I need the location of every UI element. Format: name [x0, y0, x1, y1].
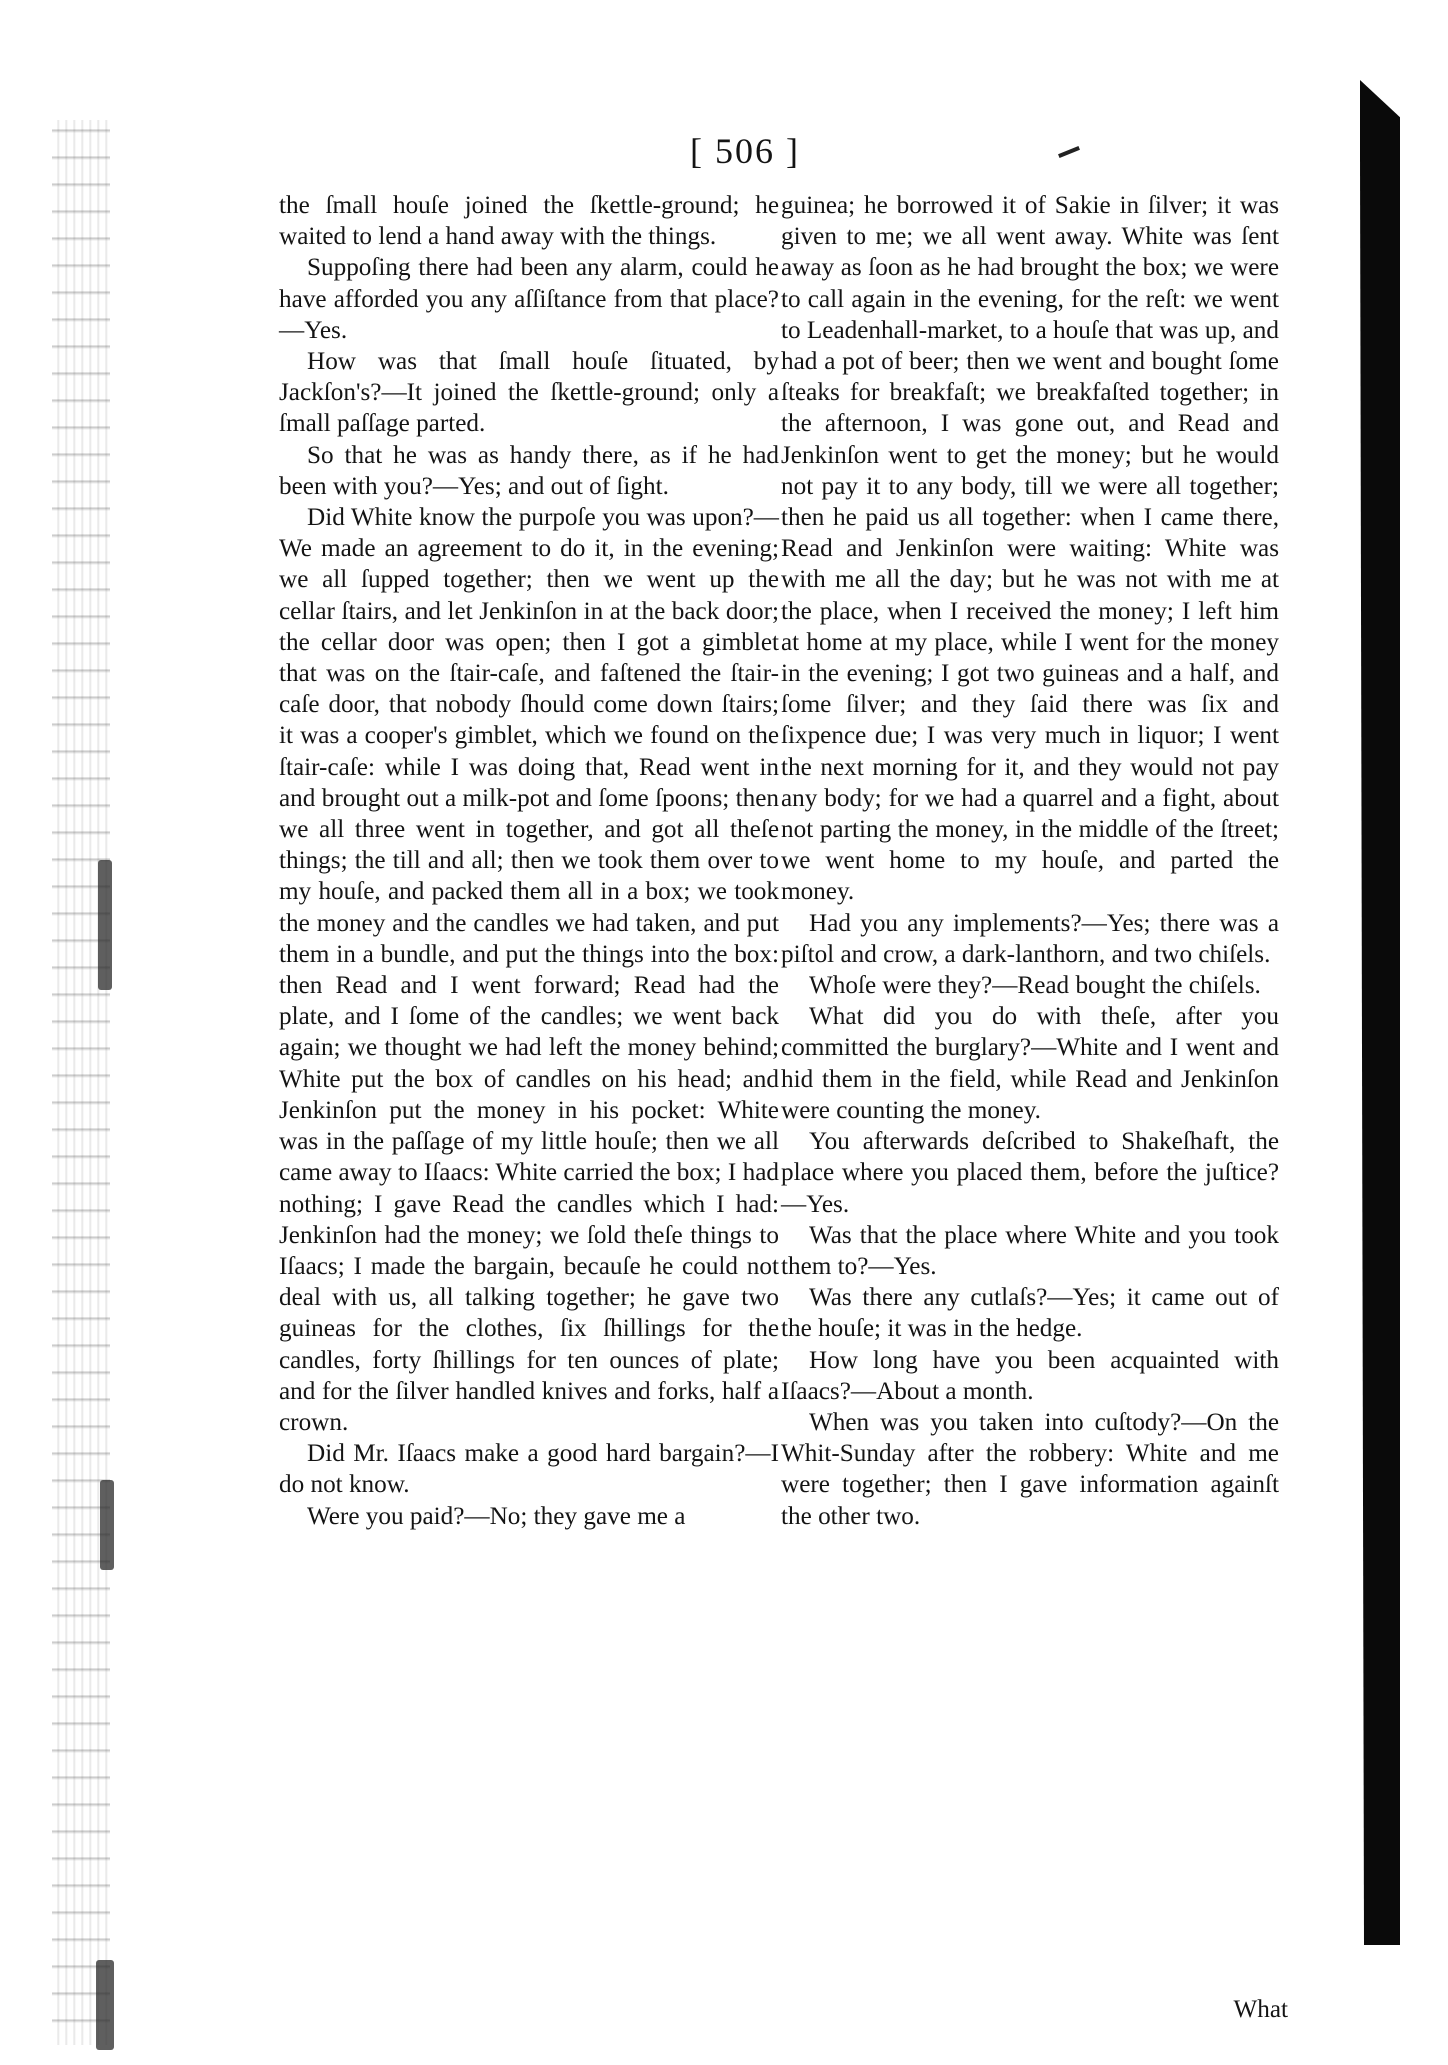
paragraph: guinea; he borrowed it of Sakie in ſilver; it was given to me; we all went away. White was ſent away as ſoon as he had brought the box; we were to call again in the evening, for the reſt: we went to Leadenhall-market, to a houſe that was up, and had a pot of beer; then we went and bought ſome ſteaks for breakfaſt; we breakfaſted together; in the afternoon, I was gone out, and Read and Jenkinſon went to get the money; but he would not pay it to any body, till we were all together; then he paid us all together: when I came there, Read and Jenkinſon were waiting: White was with me all the day; but he was not with me at the place, when I received the money; I left him at home at my place, while I went for the money in the evening; I got two guineas and a half, and ſome ſilver; and they ſaid there was ſix and ſixpence due; I was very much in liquor; I went the next morning for it, and they would not pay any body; for we had a quarrel and a fight, about not parting the money, in the middle of the ſtreet; we went home to my houſe, and parted the money.	[781, 192, 1279, 906]
paragraph: Was there any cutlaſs?—Yes; it came out of the houſe; it was in the hedge.	[781, 1284, 1279, 1343]
catchword: What	[1233, 1996, 1288, 2023]
left-text-column	[279, 190, 779, 1950]
binding-mark	[98, 860, 112, 990]
binding-shadow	[52, 120, 110, 2045]
paragraph: the ſmall houſe joined the ſkettle-ground; he waited to lend a hand away with the things.	[279, 192, 779, 251]
binding-mark	[100, 1480, 114, 1570]
paragraph: So that he was as handy there, as if he had been with you?—Yes; and out of ſight.	[279, 441, 779, 500]
paragraph: How was that ſmall houſe ſituated, by Jackſon's?—It joined the ſkettle-ground; only a ſmall paſſage parted.	[279, 348, 779, 438]
paragraph: You afterwards deſcribed to Shakeſhaft, the place where you placed them, before the juſtice?—Yes.	[781, 1128, 1279, 1218]
paragraph: Had you any implements?—Yes; there was a piſtol and crow, a dark-lanthorn, and two chiſels.	[781, 909, 1279, 968]
paragraph: Whoſe were they?—Read bought the chiſels.	[809, 972, 1261, 1000]
paragraph: Suppoſing there had been any alarm, could he have afforded you any aſſiſtance from that place?—Yes.	[279, 254, 779, 344]
binding-mark	[96, 1960, 114, 2050]
paragraph: Were you paid?—No; they gave me a	[307, 1502, 686, 1530]
ink-mark	[1058, 146, 1080, 158]
paragraph: What did you do with theſe, after you committed the burglary?—White and I went and hid them in the field, while Read and Jenkinſon were counting the money.	[781, 1003, 1279, 1124]
page-edge-shadow	[1360, 80, 1400, 1945]
right-text-column	[781, 190, 1279, 1950]
paragraph: How long have you been acquainted with Iſaacs?—About a month.	[781, 1346, 1279, 1405]
paragraph: Was that the place where White and you took them to?—Yes.	[781, 1221, 1279, 1280]
paragraph: Did White know the purpoſe you was upon?—We made an agreement to do it, in the evening; we all ſupped together; then we went up the cellar ſtairs, and let Jenkinſon in at the back door; the cellar door was open; then I got a gimblet that was on the ſtair-caſe, and faſtened the ſtair-caſe door, that nobody ſhould come down ſtairs; it was a cooper's gimblet, which we found on the ſtair-caſe: while I was doing that, Read went in and brought out a milk-pot and ſome ſpoons; then we all three went in together, and got all theſe things; the till and all; then we took them over to my houſe, and packed them all in a box; we took the money and the candles we had taken, and put them in a bundle, and put the things into the box: then Read and I went forward; Read had the plate, and I ſome of the candles; we went back again; we thought we had left the money behind; White put the box of candles on his head; and Jenkinſon put the money in his pocket: White was in the paſſage of my little houſe; then we all came away to Iſaacs: White carried the box; I had nothing; I gave Read the candles which I had: Jenkinſon had the money; we ſold theſe things to Iſaacs; I made the bargain, becauſe he could not deal with us, all talking together; he gave two guineas for the clothes, ſix ſhillings for the candles, forty ſhillings for ten ounces of plate; and for the ſilver handled knives and forks, half a crown.	[279, 504, 779, 1436]
paragraph: When was you taken into cuſtody?—On the Whit-Sunday after the robbery: White and me were together; then I gave information againſt the other two.	[781, 1408, 1279, 1530]
paragraph: Did Mr. Iſaacs make a good hard bargain?—I do not know.	[279, 1440, 779, 1499]
page-number-header: [ 506 ]	[690, 131, 800, 171]
